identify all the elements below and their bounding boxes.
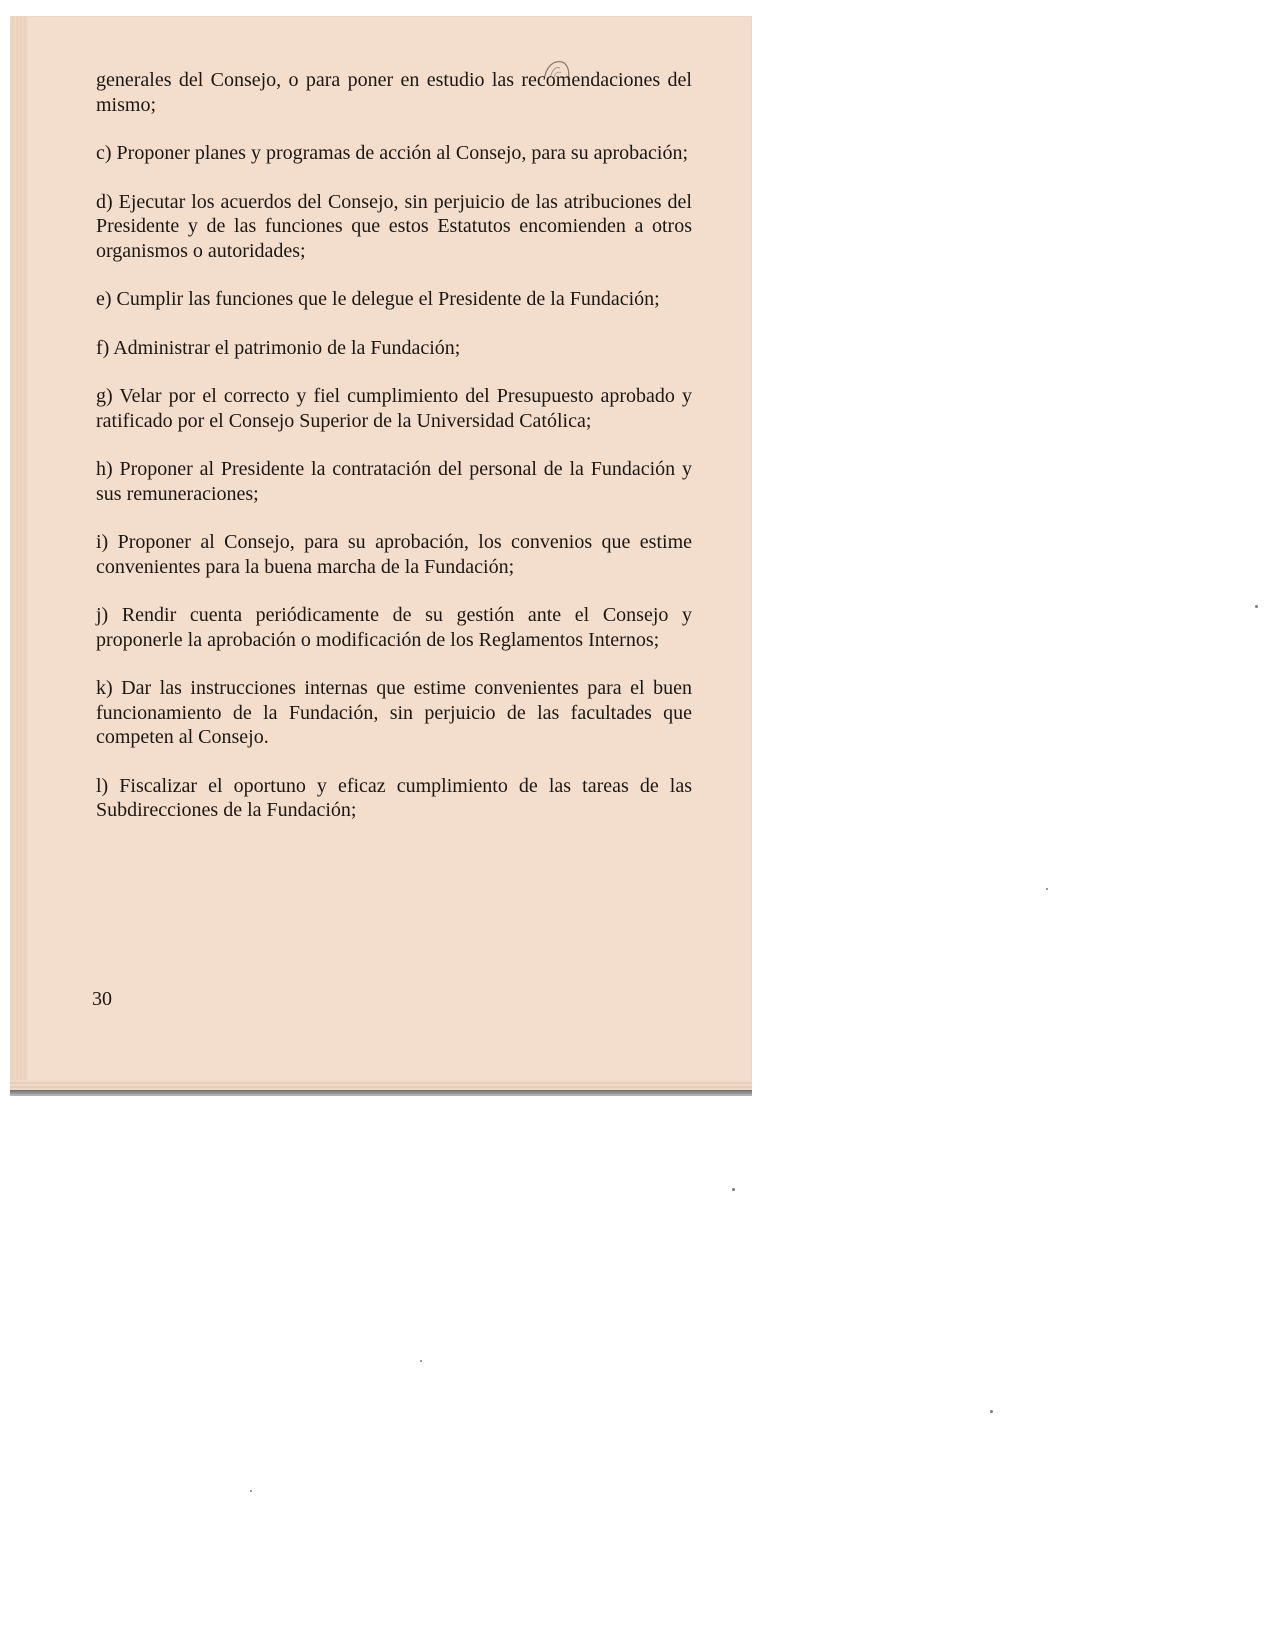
scan-speck xyxy=(420,1360,422,1362)
book-page xyxy=(10,16,752,1094)
scan-speck xyxy=(1255,605,1258,608)
page-number: 30 xyxy=(92,988,112,1010)
document-body xyxy=(96,68,692,847)
page-edge-left xyxy=(10,16,28,1094)
paragraph-item-d: d) Ejecutar los acuerdos del Consejo, sin perjuicio de las atribuciones del Presidente y de las funciones que estos Estatutos encomienden a otros organismos o autoridades; xyxy=(96,190,692,262)
paragraph-item-e: e) Cumplir las funciones que le delegue el Presidente de la Fundación; xyxy=(96,288,660,310)
scan-speck xyxy=(1046,888,1048,890)
paragraph-item-k: k) Dar las instrucciones internas que estime convenientes para el buen funcionamiento de la Fundación, sin perjuicio de las facultades que competen al Consejo. xyxy=(96,677,692,748)
paragraph-item-j: j) Rendir cuenta periódicamente de su gestión ante el Consejo y proponerle la aprobación o modificación de los Reglamentos Internos; xyxy=(96,604,692,651)
page-bottom-shadow xyxy=(10,1090,752,1096)
paragraph-item-l: l) Fiscalizar el oportuno y eficaz cumplimiento de las tareas de las Subdirecciones de la Fundación; xyxy=(96,774,692,821)
paragraph-item-c: c) Proponer planes y programas de acción al Consejo, para su aprobación; xyxy=(96,142,689,164)
paragraph-item-i: i) Proponer al Consejo, para su aprobación, los convenios que estime convenientes para la buena marcha de la Fundación; xyxy=(96,531,692,578)
paragraph-item-g: g) Velar por el correcto y fiel cumplimiento del Presupuesto aprobado y ratificado por el Consejo Superior de la Universidad Católica; xyxy=(96,385,692,432)
scan-speck xyxy=(990,1410,993,1413)
scan-speck xyxy=(250,1490,252,1492)
paragraph-continuation: generales del Consejo, o para poner en estudio las recomendaciones del mismo; xyxy=(96,69,692,116)
scan-speck xyxy=(732,1188,735,1191)
paragraph-item-f: f) Administrar el patrimonio de la Fundación; xyxy=(96,336,461,359)
paragraph-item-h: h) Proponer al Presidente la contratación del personal de la Fundación y sus remuneraciones; xyxy=(96,458,692,505)
